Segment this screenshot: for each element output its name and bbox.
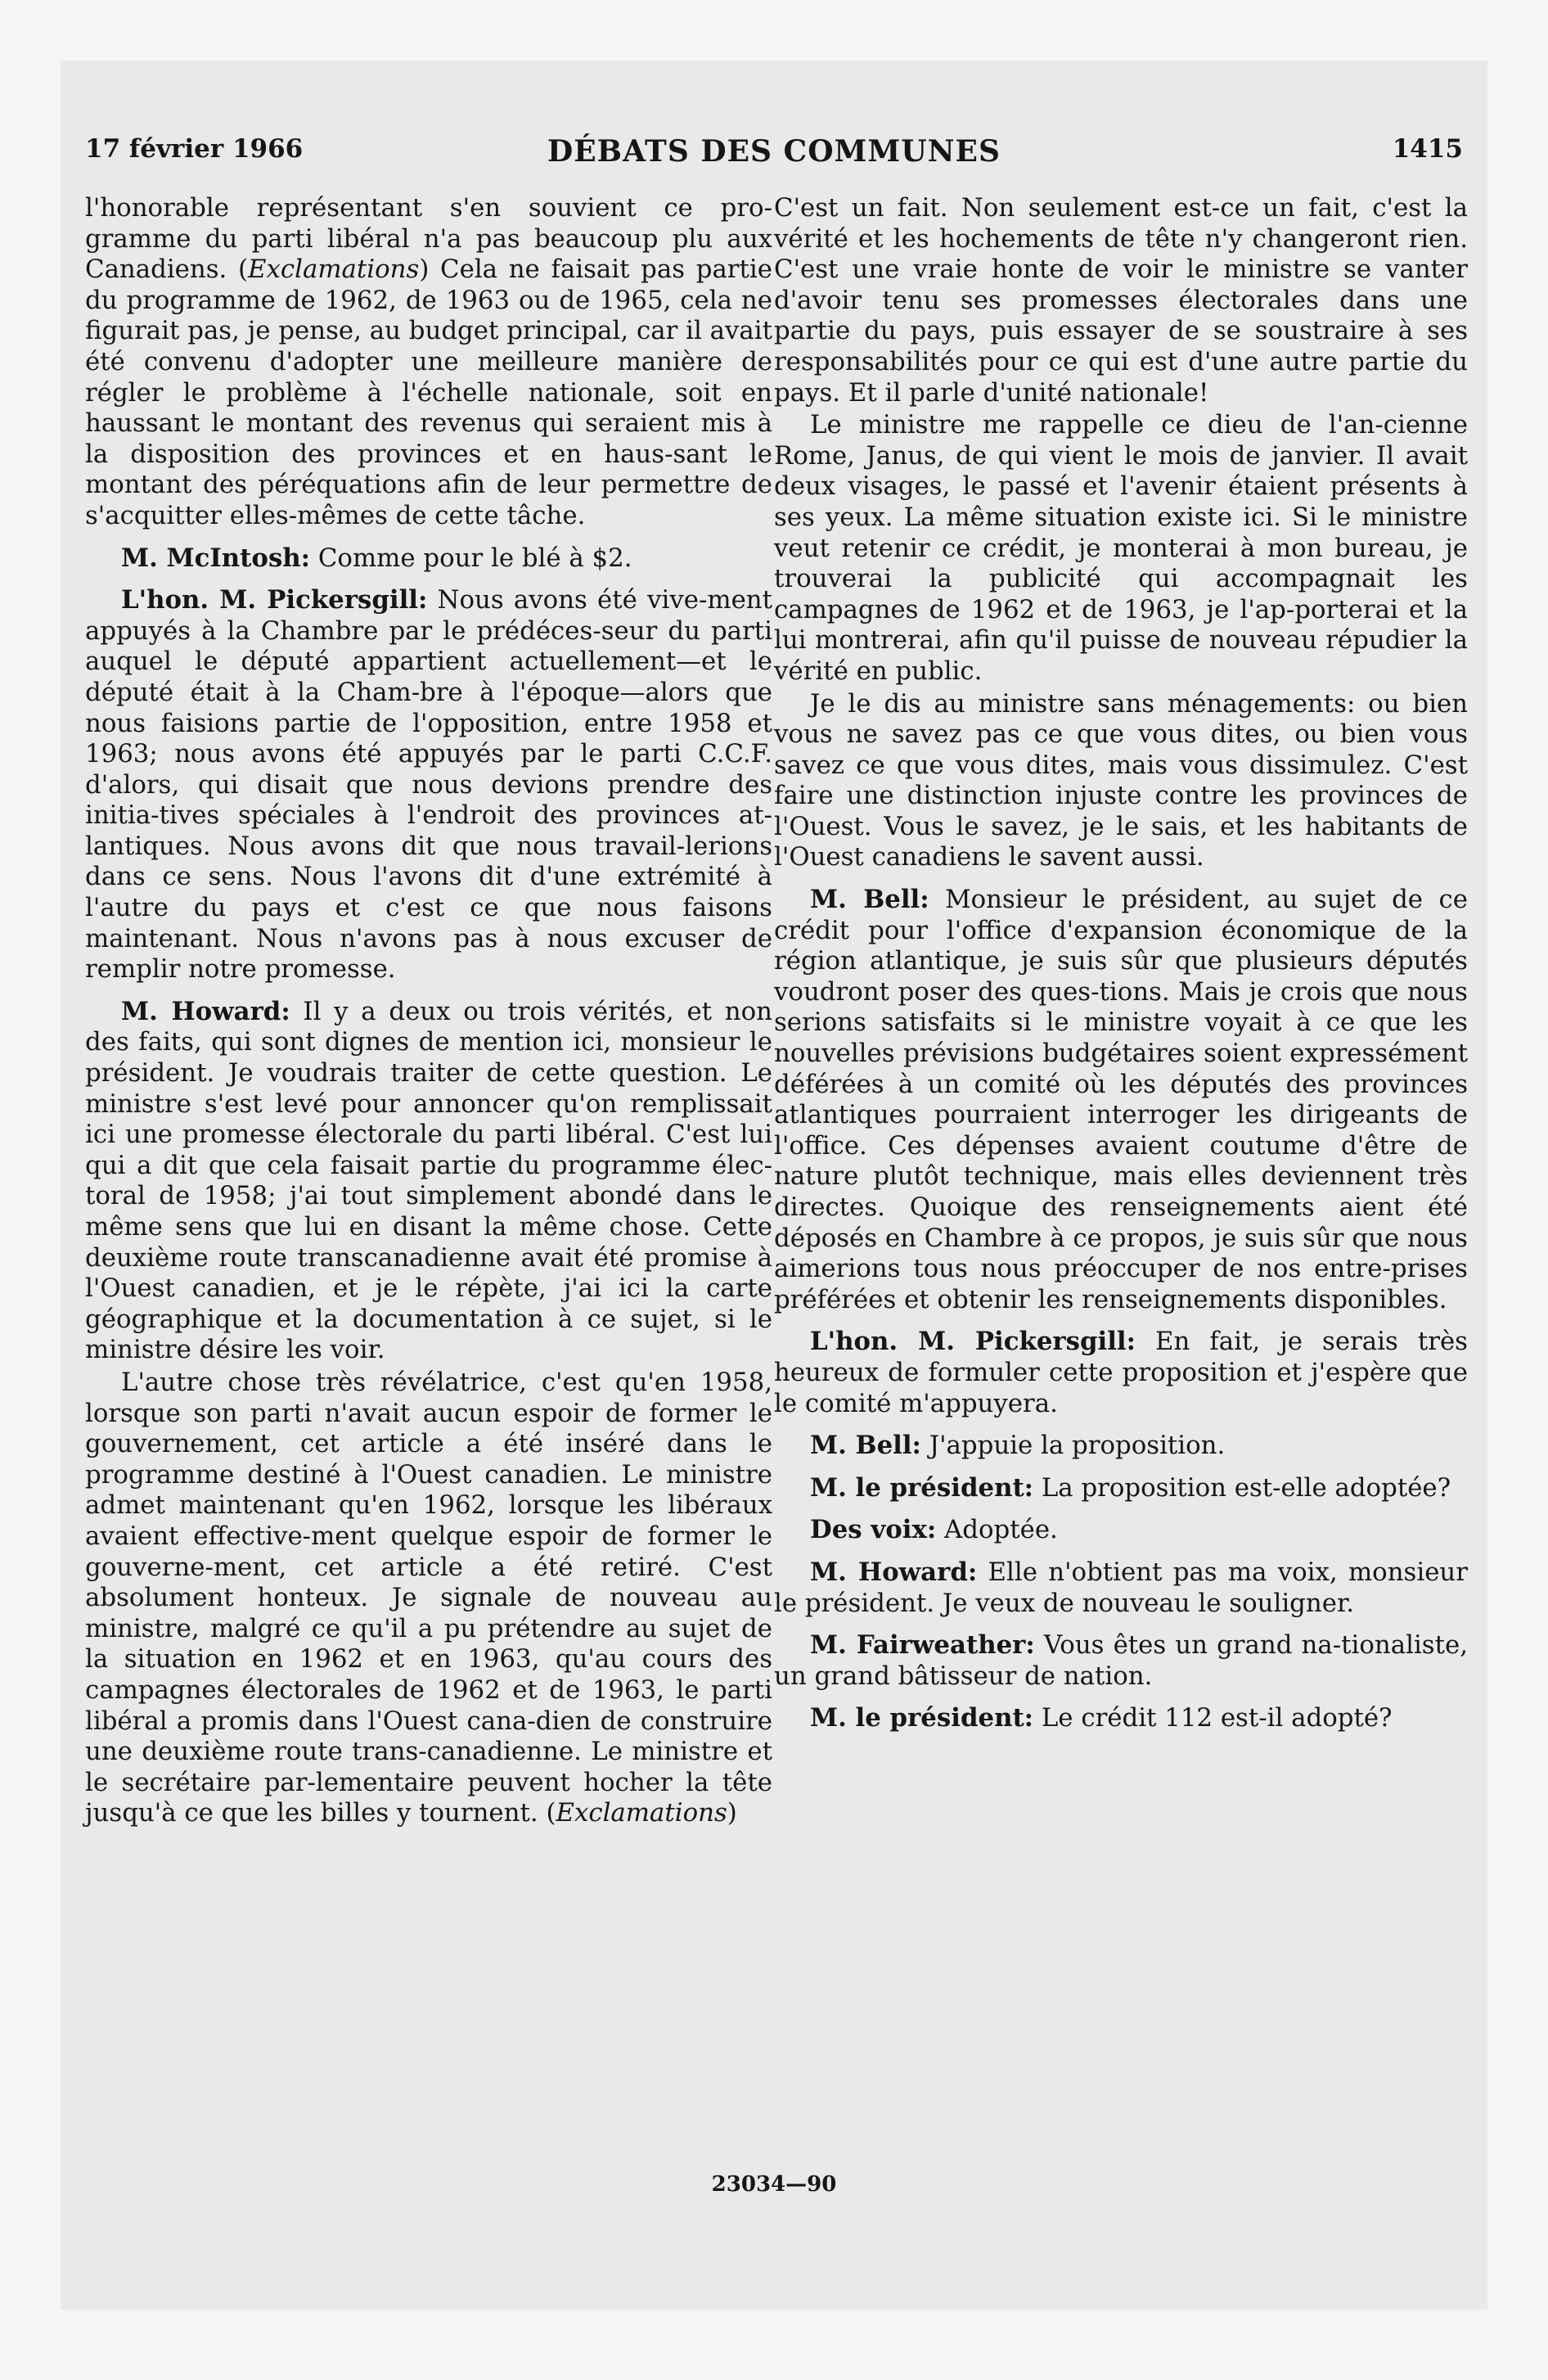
left-column xyxy=(85,193,772,1841)
speaker-name: M. Fairweather: xyxy=(810,1630,1035,1661)
paragraph: L'autre chose très révélatrice, c'est qu'en 1958, lorsque son parti n'avait aucun espoir de former le gouvernement, cet article a été inséré dans le programme destiné à l'Ouest canadien. Le ministre admet maintenant qu'en 1962, lorsque les libéraux avaient effective-ment quelque espoir de former le gouverne-ment, cet article a été retiré. C'est absolument honteux. Je signale de nouveau au ministre, malgré ce qu'il a pu prétendre au sujet de la situation en 1962 et en 1963, qu'au cours des campagnes électorales de 1962 et de 1963, le parti libéral a promis dans l'Ouest cana-dien de construire une deuxième route trans-canadienne. Le ministre et le secrétaire par-lementaire peuvent hocher la tête jusqu'à ce que les billes y tournent. (Exclamations) xyxy=(85,1367,772,1828)
speaker-name: L'hon. M. Pickersgill: xyxy=(121,585,428,615)
paragraph: M. le président: Le crédit 112 est-il adopté? xyxy=(810,1703,1393,1733)
paragraph: M. Bell: J'appuie la proposition. xyxy=(810,1431,1226,1461)
paragraph: M. McIntosh: Comme pour le blé à $2. xyxy=(121,543,632,573)
speaker-name: M. McIntosh: xyxy=(121,543,311,573)
page-header xyxy=(85,134,1463,183)
paragraph: L'hon. M. Pickersgill: Nous avons été vive-ment appuyés à la Chambre par le prédéces-seur du parti auquel le député appartient actuellement—et le député était à la Cham-bre à l'époque—alors que nous faisions partie de l'opposition, entre 1958 et 1963; nous avons été appuyés par le parti C.C.F. d'alors, qui disait que nous devions prendre des initia-tives spéciales à l'endroit des provinces at-lantiques. Nous avons dit que nous travail-lerions dans ce sens. Nous l'avons dit d'une extrémité à l'autre du pays et c'est ce que nous faisons maintenant. Nous n'avons pas à nous excuser de remplir notre promesse. xyxy=(85,585,772,985)
speaker-name: M. Bell: xyxy=(810,885,929,915)
speaker-name: M. Howard: xyxy=(121,996,290,1026)
right-column xyxy=(774,193,1468,1746)
paragraph: Je le dis au ministre sans ménagements: ou bien vous ne savez pas ce que vous dites, ou bien vous savez ce que vous dites, mais vous dissimulez. C'est faire une distinction injuste contre les provinces de l'Ouest. Vous le savez, je le sais, et les habitants de l'Ouest canadiens le savent aussi. xyxy=(774,688,1468,872)
paragraph: M. le président: La proposition est-elle adoptée? xyxy=(810,1472,1451,1503)
speaker-name: M. Howard: xyxy=(810,1557,978,1587)
paragraph: Des voix: Adoptée. xyxy=(810,1515,1058,1545)
speaker-name: M. le président: xyxy=(810,1703,1034,1733)
header-page-number: 1415 xyxy=(1392,134,1463,164)
speaker-name: Des voix: xyxy=(810,1515,937,1545)
page xyxy=(61,61,1487,2310)
paragraph: M. Bell: Monsieur le président, au sujet de ce crédit pour l'office d'expansion économique de la région atlantique, je suis sûr que plusieurs députés voudront poser des ques-tions. Mais je crois que nous serions satisfaits si le ministre voyait à ce que les nouvelles prévisions budgétaires soient expressément déférées à un comité où les députés des provinces atlantiques pourraient interroger les dirigeants de l'office. Ces dépenses avaient coutume d'être de nature plutôt technique, mais elles deviennent très directes. Quoique des renseignements aient été déposés en Chambre à ce propos, je suis sûr que nous aimerions tous nous préoccuper de nos entre-prises préférées et obtenir les renseignements disponibles. xyxy=(774,885,1468,1314)
page-footer-code: 23034—90 xyxy=(711,2172,837,2197)
paragraph: l'honorable représentant s'en souvient ce pro-gramme du parti libéral n'a pas beaucoup plu aux Canadiens. (Exclamations) Cela ne faisait pas partie du programme de 1962, de 1963 ou de 1965, cela ne figurait pas, je pense, au budget principal, car il avait été convenu d'adopter une meilleure manière de régler le problème à l'échelle nationale, soit en haussant le montant des revenus qui seraient mis à la disposition des provinces et en haus-sant le montant des péréquations afin de leur permettre de s'acquitter elles-mêmes de cette tâche. xyxy=(85,193,772,530)
speaker-name: M. Bell: xyxy=(810,1431,921,1461)
header-title: DÉBATS DES COMMUNES xyxy=(547,134,1001,169)
header-date: 17 février 1966 xyxy=(85,134,304,164)
paragraph: M. Howard: Il y a deux ou trois vérités, et non des faits, qui sont dignes de mention ici, monsieur le président. Je voudrais traiter de cette question. Le ministre s'est levé pour annoncer qu'on remplissait ici une promesse électorale du parti libéral. C'est lui qui a dit que cela faisait partie du programme élec-toral de 1958; j'ai tout simplement abondé dans le même sens que lui en disant la même chose. Cette deuxième route transcanadienne avait été promise à l'Ouest canadien, et je le répète, j'ai ici la carte géographique et la documentation à ce sujet, si le ministre désire les voir. xyxy=(85,996,772,1365)
paragraph: L'hon. M. Pickersgill: En fait, je serais très heureux de formuler cette proposition et j'espère que le comité m'appuyera. xyxy=(774,1327,1468,1418)
paragraph: M. Fairweather: Vous êtes un grand na-tionaliste, un grand bâtisseur de nation. xyxy=(774,1630,1468,1691)
speaker-name: M. le président: xyxy=(810,1472,1034,1503)
paragraph: Le ministre me rappelle ce dieu de l'an-cienne Rome, Janus, de qui vient le mois de janvier. Il avait deux visages, le passé et l'avenir étaient présents à ses yeux. La même situation existe ici. Si le ministre veut retenir ce crédit, je monterai à mon bureau, je trouverai la publicité qui accompagnait les campagnes de 1962 et de 1963, je l'ap-porterai et la lui montrerai, afin qu'il puisse de nouveau répudier la vérité en public. xyxy=(774,410,1468,686)
paragraph: C'est un fait. Non seulement est-ce un fait, c'est la vérité et les hochements de tête n'y changeront rien. C'est une vraie honte de voir le ministre se vanter d'avoir tenu ses promesses électorales dans une partie du pays, puis essayer de se soustraire à ses responsabilités pour ce qui est d'une autre partie du pays. Et il parle d'unité nationale! xyxy=(774,193,1468,408)
paragraph: M. Howard: Elle n'obtient pas ma voix, monsieur le président. Je veux de nouveau le souligner. xyxy=(774,1557,1468,1618)
speaker-name: L'hon. M. Pickersgill: xyxy=(810,1327,1136,1357)
